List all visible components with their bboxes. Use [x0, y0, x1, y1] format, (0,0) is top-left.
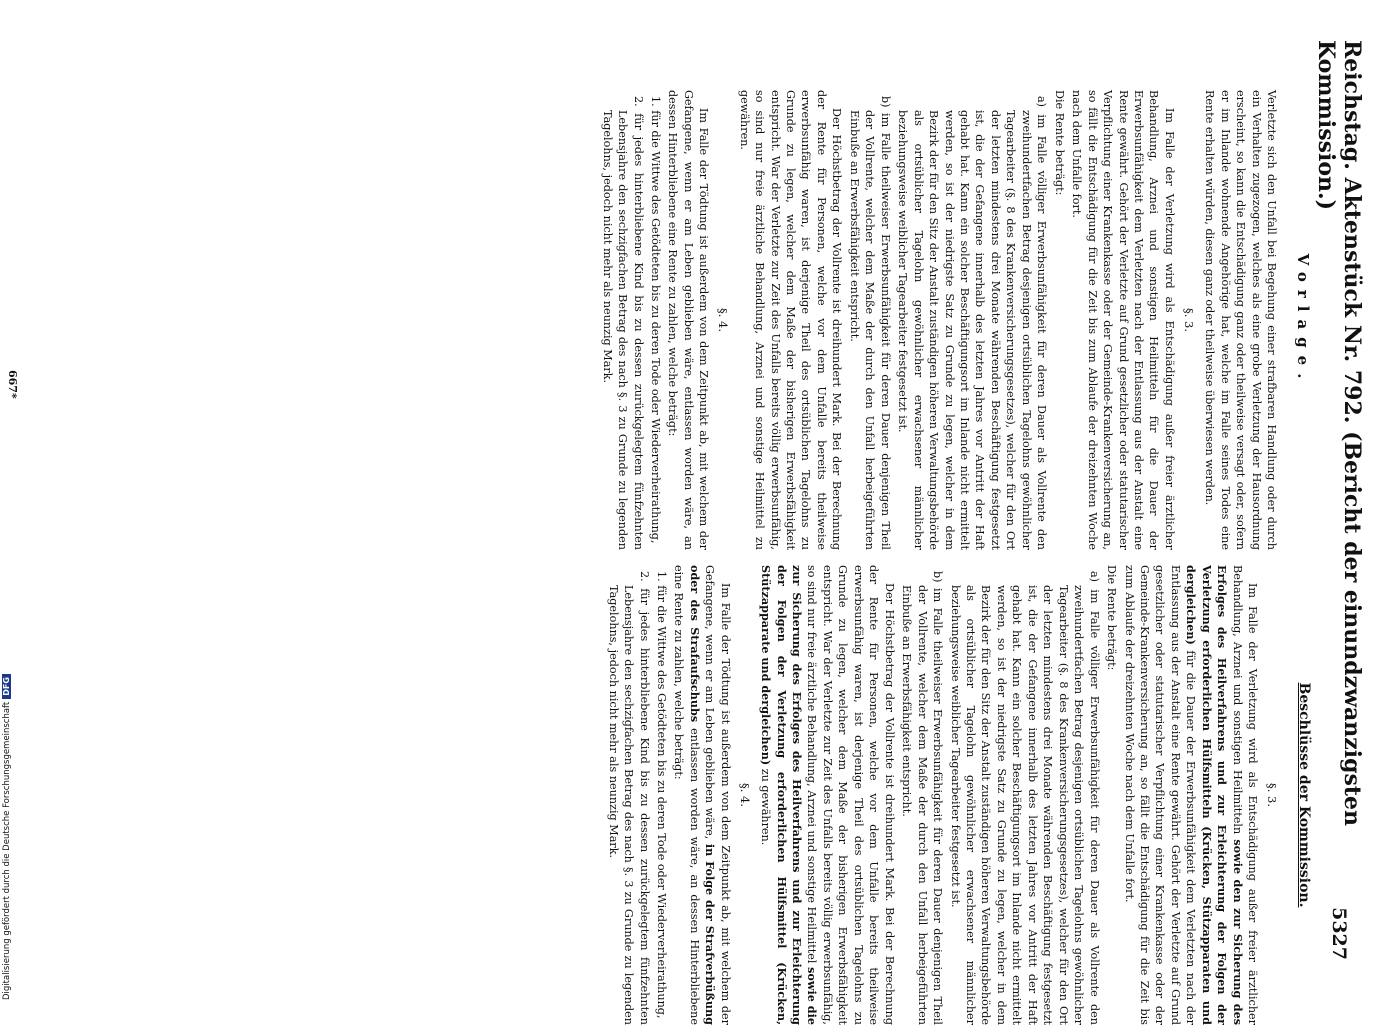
right-column-heading: Beschlüsse der Kommission. [1296, 682, 1312, 908]
section-4-title: §. 4. [737, 782, 752, 808]
section-3-text-part: Im Falle der Verletzung wird als Entschädigung außer freier ärztlicher Behandlung, Arznei und sonstigen Heilmitteln [1230, 565, 1260, 1025]
page-number: 5327 [1328, 907, 1350, 960]
section-3-title: §. 3. [1181, 307, 1196, 333]
left-column-heading: Vorlage. [1294, 253, 1312, 387]
section-4-text-part: Im Falle der Tödtung ist außerdem von dem Zeitpunkt ab, mit welchem der Gefangene, wenn er am Leben geblieben wäre, [703, 565, 732, 1025]
rente-item-a: a) im Falle völliger Erwerbsunfähigkeit für deren Dauer als Vollrente den zweihundertfachen Betrag desjenigen ortsüblichen Tagelohns gewöhnlicher Tagearbeiter (§. 8 des Krankenversicherungsgesetzes), welcher für den Ort der letzten mindestens drei Monate währenden Beschäftigung festgesetzt ist, die der Gefangene innerhalb des letzten Jahres vor Antritt der Haft gehabt hat. Kann ein solcher Beschäftigungsort im Inlande nicht ermittelt werden, so ist der niedrigste Satz zu Grunde zu legen, welcher in dem Bezirk der für den Sitz der Anstalt zuständigen höheren Verwaltungsbehörde als ortsüblicher Tagelohn gewöhnlicher erwachsener männlicher beziehungsweise weiblicher Tagearbeiter festgesetzt ist. [896, 96, 1049, 550]
hoechstbetrag-paragraph [758, 565, 897, 1025]
intro-paragraph: Verletzte sich den Unfall bei Begehung einer strafbaren Handlung oder durch ein Verhalten zugezogen, welches als eine grobe Verletzung der Hausordnung erscheint, so kann die Entschädigung ganz oder theilweise versagt oder, sofern er im Inlande wohnende Angehörige hat, welche im Falle seines Todes eine Rente erhalten würden, diesen ganz oder theilweise überwiesen werden. [1203, 90, 1278, 550]
section-4-item-1: 1. für die Wittwe des Getödteten bis zu deren Tode oder Wiederverheirathung, [648, 96, 662, 544]
section-4-amendment: in Folge der Strafverbüßung oder des Strafaufschubs [687, 565, 718, 1025]
hoechstbetrag-amendment: sowie die zur Sicherung des Erfolges des Heilverfahrens und zur Erleichterung der Folgen der Verletzung erforderlichen Hülfsmittel (Krücken, Stützapparate und dergleichen) [759, 565, 820, 1025]
hoechstbetrag-paragraph: Der Höchstbetrag der Vollrente ist dreihundert Mark. Bei der Berechnung der Rente für Personen, welche vor dem Unfalle bereits theilweise erwerbsunfähig waren, ist derjenige Theil des ortsüblichen Tagelohns zu Grunde zu legen, welcher dem Maße der bisherigen Erwerbsfähigkeit entspricht. War der Verletzte zur Zeit des Unfalls bereits völlig erwerbsunfähig, so sind nur freie ärztliche Behandlung, Arznei und sonstige Heilmittel zu gewähren. [737, 90, 844, 550]
rente-item-a: a) im Falle völliger Erwerbsunfähigkeit für deren Dauer als Vollrente den zweihundertfachen Betrag desjenigen ortsüblichen Tagelohns gewöhnlicher Tagearbeiter (§. 8 des Krankenversicherungsgesetzes), welcher für den Ort der letzten mindestens drei Monate währenden Beschäftigung festgesetzt ist, die der Gefangene innerhalb des letzten Jahres vor Antritt der Haft gehabt hat. Kann ein solcher Beschäftigungsort im Inlande nicht ermittelt werden, so ist der niedrigste Satz zu Grunde zu legen, welcher in dem Bezirk der für den Sitz der Anstalt zuständigen höheren Verwaltungsbehörde als ortsüblicher Tagelohn gewöhnlicher erwachsener männlicher beziehungsweise weiblicher Tagearbeiter festgesetzt ist. [948, 571, 1101, 1025]
section-4-text-part: entlassen worden wäre, an dessen Hinterbliebene eine Rente zu zahlen, welche beträgt: [672, 565, 701, 1025]
section-3-text-part: für die Dauer der Erwerbsunfähigkeit dem Verletzten nach der Entlassung aus der Anstalt eine Rente gewährt. Gehört der Verletzte auf Grund gesetzlicher oder statutarischer Verpflichtung einer Krankenkasse oder der Gemeinde-Krankenversicherung an, so fällt die Entschädigung für die Zeit bis zum Ablaufe der dreizehnten Woche nach dem Unfalle fort. [1122, 565, 1198, 1025]
rente-intro: Die Rente beträgt: [1105, 565, 1119, 671]
hoechstbetrag-text-part: Der Höchstbetrag der Vollrente ist dreihundert Mark. Bei der Berechnung der Rente für Personen, welche vor dem Unfalle bereits theilweise erwerbsunfähig waren, ist derjenige Theil des ortsüblichen Tagelohns zu Grunde zu legen, welcher dem Maße der bisherigen Erwerbsfähigkeit entspricht. War der Verletzte zur Zeit des Unfalls bereits völlig erwerbsunfähig, so sind nur freie ärztliche Behandlung, Arznei und sonstige Heilmittel [805, 565, 896, 1025]
section-4-item-2: 2. für jedes hinterbliebene Kind bis zu dessen zurückgelegtem fünfzehnten Lebensjahre den sechzigfachen Betrag des nach §. 3 zu Grunde zu legenden Tagelohns, jedoch nicht mehr als neunzig Mark. [600, 96, 645, 550]
document-title: Reichstag. Aktenstück Nr. 792. (Bericht der einundzwanzigsten Kommission.) [1313, 40, 1365, 827]
section-4-title: §. 4. [716, 307, 731, 333]
section-3-amendment: sowie den zur Sicherung des Erfolges des Heilverfahrens und zur Erleichterung der Folgen der Verletzung erforderlichen Hülfsmitteln (Krücken, Stützapparaten und dergleichen) [1184, 565, 1245, 1025]
section-4-item-2: 2. für jedes hinterbliebene Kind bis zu dessen zurückgelegtem fünfzehnten Lebensjahre den sechzigfachen Betrag des nach §. 3 zu Grunde zu legenden Tagelohns, jedoch nicht mehr als neunzig Mark. [606, 571, 651, 1025]
rente-item-b: b) im Falle theilweiser Erwerbsunfähigkeit für deren Dauer denjenigen Theil der Vollrente, welcher dem Maße der durch den Unfall herbeigeführten Einbuße an Erwerbsfähigkeit entspricht. [900, 571, 945, 1025]
section-3-title: §. 3. [1265, 782, 1279, 808]
hoechstbetrag-text-part: zu gewähren. [759, 768, 773, 846]
rente-item-b: b) im Falle theilweiser Erwerbsunfähigkeit für deren Dauer denjenigen Theil der Vollrente, welcher dem Maße der durch den Unfall herbeigeführten Einbuße an Erwerbsfähigkeit entspricht. [847, 96, 892, 550]
section-3-text: Im Falle der Verletzung wird als Entschädigung außer freier ärztlicher Behandlung, Arznei und sonstigen Heilmitteln für die Dauer der Erwerbsunfähigkeit dem Verletzten nach der Entlassung aus der Anstalt eine Rente gewährt. Gehört der Verletzte auf Grund gesetzlicher oder statutarischer Verpflichtung einer Krankenkasse oder der Gemeinde-Krankenversicherung an, so fällt die Entschädigung für die Zeit bis zum Ablaufe der dreizehnten Woche nach dem Unfalle fort. [1070, 90, 1176, 550]
rente-intro: Die Rente beträgt: [1052, 90, 1066, 196]
credit-text: Digitalisierung gefördert durch die Deutsche Forschungsgemeinschaft [2, 701, 12, 1000]
section-4-text [671, 565, 733, 1025]
page-header [1313, 40, 1365, 960]
dfg-logo-icon: DFG [2, 674, 11, 699]
right-column-beschluesse [40, 565, 1313, 1025]
digitization-credit [0, 0, 14, 1000]
sheet-mark: 667* [6, 370, 19, 399]
left-column-vorlage [40, 90, 1313, 550]
section-4-text: Im Falle der Tödtung ist außerdem von dem Zeitpunkt ab, mit welchem der Gefangene, wenn er am Leben geblieben wäre, entlassen worden wäre, an dessen Hinterbliebene eine Rente zu zahlen, welche beträgt: [666, 90, 711, 550]
section-3-text [1121, 565, 1260, 1025]
section-4-item-1: 1. für die Wittwe des Getödteten bis zu deren Tode oder Wiederverheirathung, [654, 571, 668, 1019]
